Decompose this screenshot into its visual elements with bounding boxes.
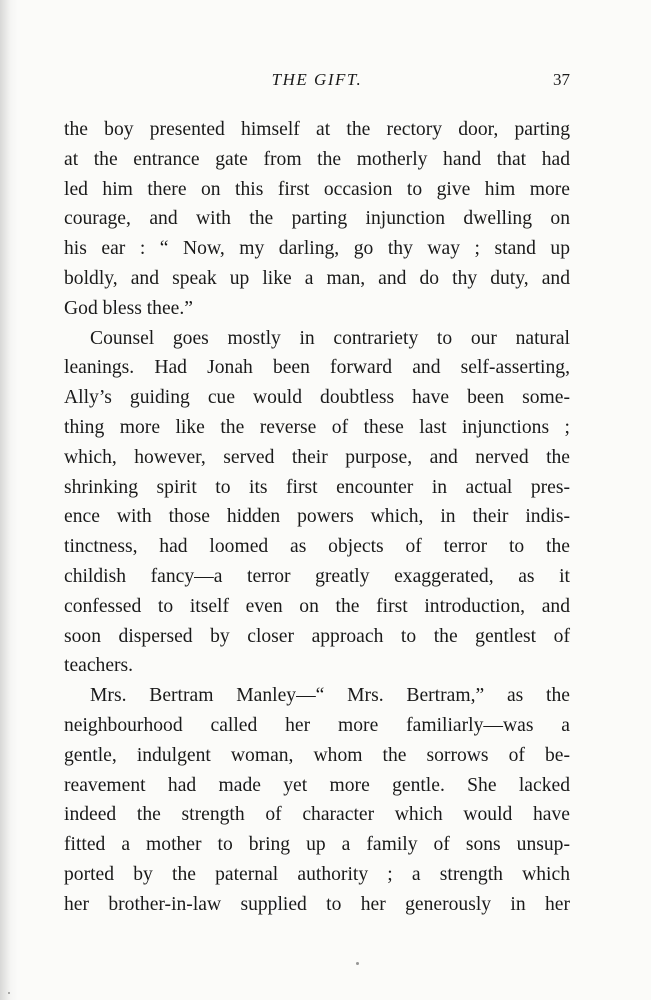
text-line: Ally’s guiding cue would doubtless have been some- — [64, 387, 570, 409]
text-line: reavement had made yet more gentle. She lacked — [64, 774, 570, 796]
text-line: teachers. — [64, 655, 134, 677]
text-line: indeed the strength of character which would have — [64, 804, 570, 826]
text-line: God bless thee.” — [64, 297, 193, 319]
text-line: leanings. Had Jonah been forward and self-asserting, — [64, 357, 570, 379]
text-line: thing more like the reverse of these last injunctions ; — [64, 416, 570, 438]
text-line: which, however, served their purpose, and nerved the — [64, 446, 570, 468]
paragraph-first-line: Mrs. Bertram Manley—“ Mrs. Bertram,” as the — [90, 685, 570, 707]
text-line: childish fancy—a terror greatly exaggerated, as it — [64, 565, 570, 587]
text-line: neighbourhood called her more familiarly—was a — [64, 714, 570, 736]
text-line: her brother-in-law supplied to her generously in her — [64, 893, 570, 915]
body-text — [64, 115, 570, 920]
paper-speck — [8, 992, 10, 994]
binding-gutter-shadow — [0, 0, 18, 1000]
text-line: courage, and with the parting injunction dwelling on — [64, 208, 570, 230]
text-line: tinctness, had loomed as objects of terror to the — [64, 536, 570, 558]
text-line: shrinking spirit to its first encounter in actual pres- — [64, 476, 570, 498]
text-line: at the entrance gate from the motherly hand that had — [64, 148, 570, 170]
text-line: ence with those hidden powers which, in their indis- — [64, 506, 570, 528]
text-line: soon dispersed by closer approach to the gentlest of — [64, 625, 570, 647]
paper-speck — [356, 962, 359, 965]
text-line: confessed to itself even on the first introduction, and — [64, 595, 570, 617]
text-line: boldly, and speak up like a man, and do thy duty, and — [64, 267, 570, 289]
text-line: ported by the paternal authority ; a strength which — [64, 863, 570, 885]
text-line: fitted a mother to bring up a family of sons unsup- — [64, 834, 570, 856]
text-line: the boy presented himself at the rectory door, parting — [64, 119, 570, 140]
page-number: 37 — [553, 70, 570, 89]
paragraph-first-line: Counsel goes mostly in contrariety to our natural — [90, 327, 570, 349]
text-line: led him there on this first occasion to give him more — [64, 178, 570, 200]
text-line: his ear : “ Now, my darling, go thy way ; stand up — [64, 238, 570, 260]
running-head — [64, 70, 570, 98]
text-line: gentle, indulgent woman, whom the sorrows of be- — [64, 744, 570, 766]
running-title: THE GIFT. — [271, 70, 363, 89]
